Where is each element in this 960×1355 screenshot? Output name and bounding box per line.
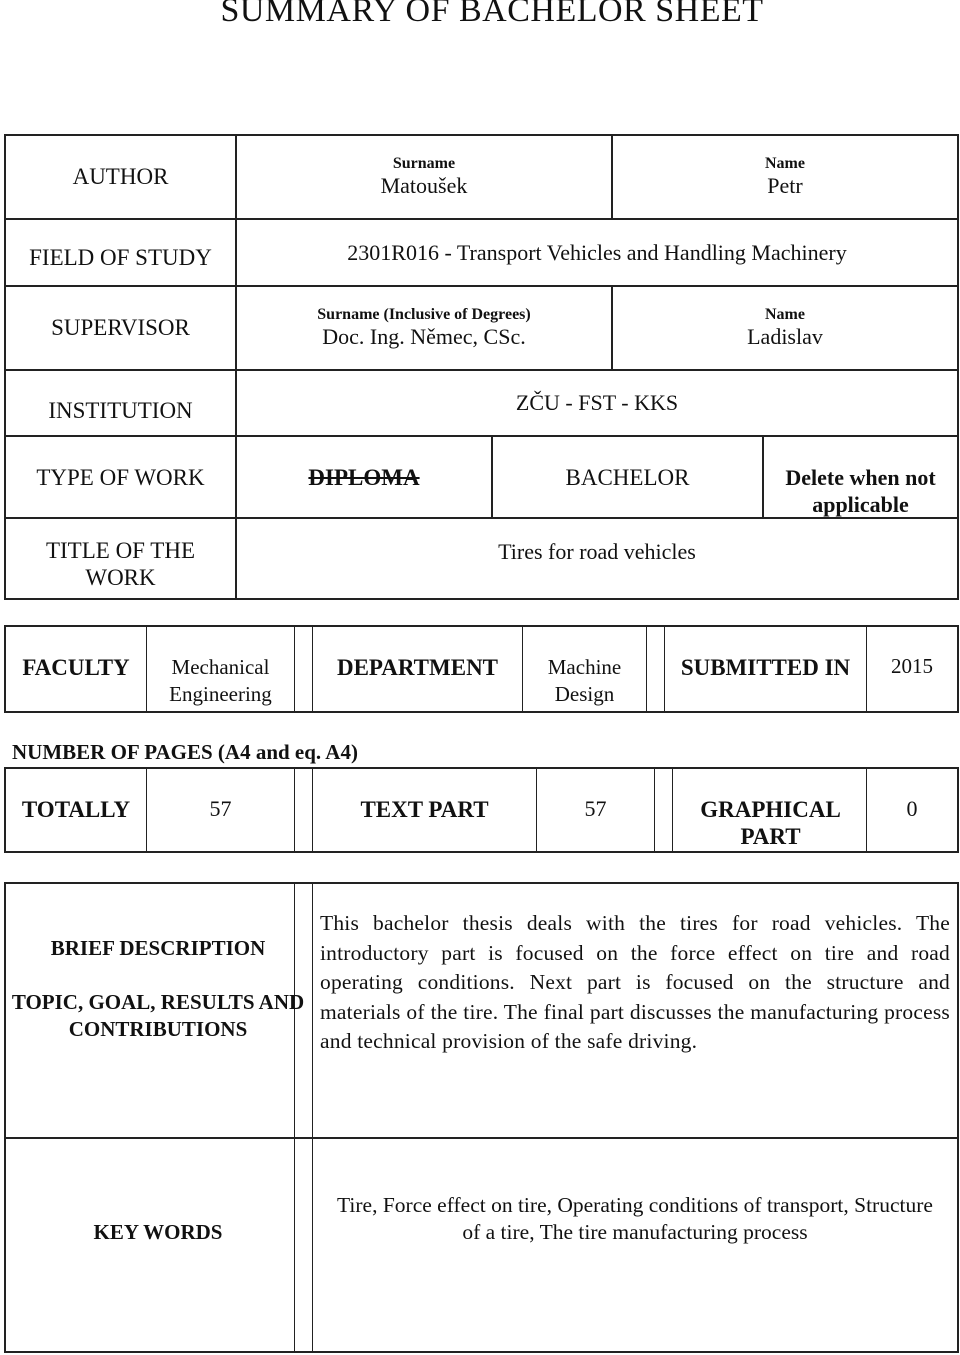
text-part-label: TEXT PART [360,797,489,822]
institution-value: ZČU - FST - KKS [515,389,679,415]
pages-heading: NUMBER OF PAGES (A4 and eq. A4) [12,740,358,764]
department-value: Machine Design [547,655,622,706]
type-of-work-note: Delete when not applicable [785,465,936,517]
supervisor-label: SUPERVISOR [51,315,190,341]
totally-label: TOTALLY [21,797,131,822]
department-label: DEPARTMENT [336,655,499,680]
faculty-value: Mechanical Engineering [169,655,272,706]
author-surname-label: Surname [392,155,456,173]
graphical-part-label: GRAPHICAL PART [700,797,841,849]
submitted-value: 2015 [891,654,933,678]
supervisor-name: Ladislav [747,324,823,350]
brief-description-text: This bachelor thesis deals with the tires for road vehicles. The introductory part is focused on the force effect on tire and road operating conditions. Next part is focused on the structure and materials of the tire. The final part discusses the manufacturing process and technical provision of the safe driving. [320,911,950,1053]
supervisor-name-label: Name [765,306,805,324]
title-of-work-label: TITLE OF THE WORK [45,538,196,590]
supervisor-surname-label: Surname (Inclusive of Degrees) [317,306,531,324]
institution-label: INSTITUTION [48,397,193,423]
keywords-value: Tire, Force effect on tire, Operating conditions of transport, Structure of a tire, The tire manufacturing process [337,1193,933,1244]
topic-goal-label: TOPIC, GOAL, RESULTS AND CONTRIBUTIONS [11,990,305,1041]
author-name: Petr [767,173,803,199]
brief-description-label: BRIEF DESCRIPTION [50,936,266,960]
page-title: SUMMARY OF BACHELOR SHEET [220,0,764,29]
type-of-work-label: TYPE OF WORK [36,465,205,490]
text-part-value: 57 [584,796,607,821]
field-of-study-label: FIELD OF STUDY [29,244,212,270]
totally-value: 57 [209,796,232,821]
graphical-part-value: 0 [906,796,918,821]
submitted-label: SUBMITTED IN [680,655,851,680]
faculty-label: FACULTY [22,655,130,680]
supervisor-surname-cell [237,287,611,369]
author-name-label: Name [765,155,805,173]
author-name-cell [613,136,957,218]
author-label: AUTHOR [72,164,169,190]
supervisor-name-cell [613,287,957,369]
type-of-work-bachelor: BACHELOR [565,465,690,490]
title-of-work-value: Tires for road vehicles [498,538,696,564]
supervisor-surname: Doc. Ing. Němec, CSc. [322,324,526,350]
author-surname: Matoušek [380,173,468,199]
author-surname-cell [237,136,611,218]
type-of-work-diploma: DIPLOMA [308,465,420,490]
keywords-label: KEY WORDS [93,1220,223,1244]
field-of-study-value: 2301R016 - Transport Vehicles and Handling Machinery [347,240,847,265]
